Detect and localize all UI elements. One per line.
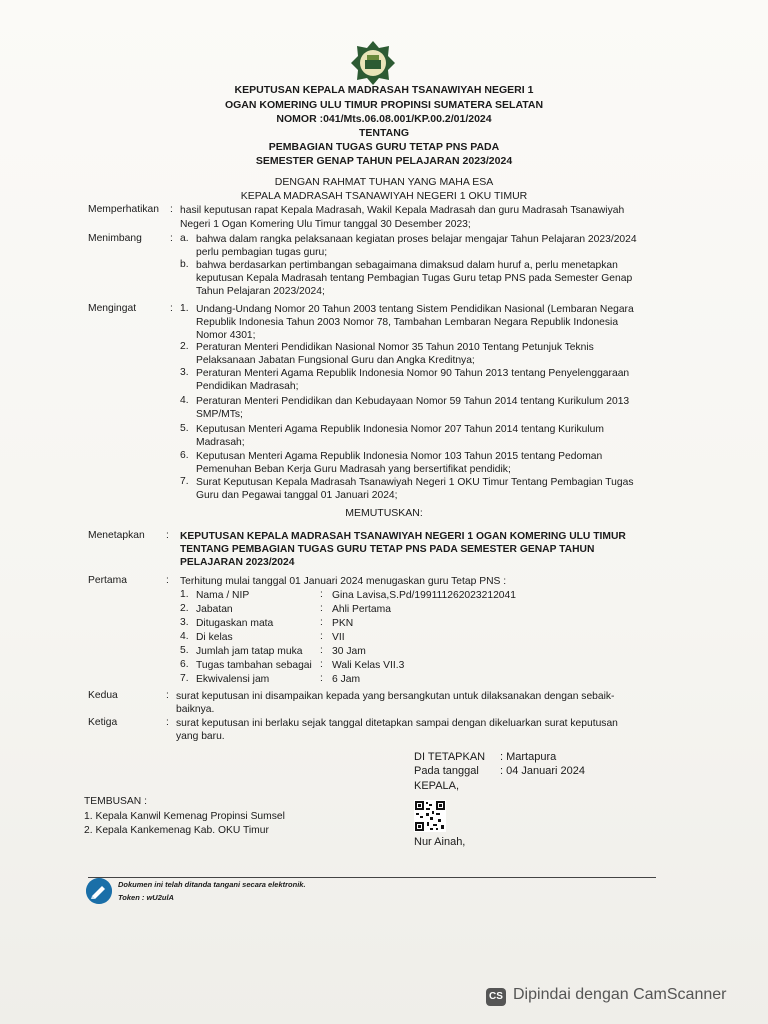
colon: :	[320, 617, 323, 628]
detail-value: VII	[332, 632, 345, 643]
tembusan-title: TEMBUSAN :	[84, 796, 147, 807]
menetapkan-text-2: TENTANG PEMBAGIAN TUGAS GURU TETAP PNS PADA SEMESTER GENAP TAHUN	[180, 544, 595, 555]
list-number: 1.	[180, 303, 189, 314]
header-subject-1: PEMBAGIAN TUGAS GURU TETAP PNS PADA	[268, 141, 500, 153]
header-tentang: TENTANG	[359, 127, 409, 139]
detail-value: Gina Lavisa,S.Pd/199111262023212041	[332, 590, 516, 601]
colon: :	[320, 673, 323, 684]
detail-number: 4.	[180, 631, 189, 642]
pertama-label: Pertama	[88, 575, 127, 586]
esign-token: Token : wU2ulA	[118, 893, 174, 902]
memutuskan-heading: MEMUTUSKAN:	[345, 507, 423, 519]
tanggal-label: Pada tanggal	[414, 765, 479, 777]
kedua-label: Kedua	[88, 690, 118, 701]
detail-number: 5.	[180, 645, 189, 656]
colon: :	[320, 659, 323, 670]
colon: :	[166, 575, 169, 586]
detail-number: 3.	[180, 617, 189, 628]
signer-name: Nur Ainah,	[414, 836, 466, 848]
tembusan-item: 2. Kepala Kankemenag Kab. OKU Timur	[84, 825, 269, 836]
ketiga-text-1: surat keputusan ini berlaku sejak tanggal ditetapkan sampai dengan dikeluarkan surat keputusan	[176, 718, 618, 729]
list-item-text: Peraturan Menteri Agama Republik Indonesia Nomor 90 Tahun 2013 tentang Penyelenggaraan	[196, 368, 630, 379]
camscanner-logo-icon: CS	[486, 988, 506, 1006]
list-item-text: Peraturan Menteri Pendidikan Nasional Nomor 35 Tahun 2010 Tentang Petunjuk Teknis	[196, 342, 594, 353]
list-item-text: Keputusan Menteri Agama Republik Indonesia Nomor 103 Tahun 2015 tentang Pedoman	[196, 451, 603, 462]
list-number: 4.	[180, 395, 189, 406]
header-number: NOMOR :041/Mts.06.08.001/KP.00.2/01/2024	[276, 113, 492, 125]
list-item-text: Madrasah;	[196, 437, 245, 448]
list-item-text: Tahun Pelajaran 2023/2024;	[196, 286, 325, 297]
detail-value: Ahli Pertama	[332, 604, 391, 615]
mengingat-label: Mengingat	[88, 303, 137, 314]
detail-key: Jumlah jam tatap muka	[196, 646, 303, 657]
menetapkan-text-1: KEPUTUSAN KEPALA MADRASAH TSANAWIYAH NEGERI 1 OGAN KOMERING ULU TIMUR	[180, 531, 626, 542]
colon: :	[170, 233, 173, 244]
kepala-title: KEPALA,	[414, 780, 460, 792]
colon: :	[170, 204, 173, 215]
colon: :	[166, 530, 169, 541]
kemenag-emblem-icon	[350, 40, 396, 86]
memperhatikan-text-1: hasil keputusan rapat Kepala Madrasah, Wakil Kepala Madrasah dan guru Madrasah Tsanawiyah	[180, 205, 625, 216]
kedua-text-2: baiknya.	[176, 704, 215, 715]
ketiga-text-2: yang baru.	[176, 731, 225, 742]
camscanner-watermark: Dipindai dengan CamScanner	[513, 986, 727, 1003]
detail-key: Tugas tambahan sebagai	[196, 660, 312, 671]
menimbang-label: Menimbang	[88, 233, 142, 244]
detail-number: 7.	[180, 673, 189, 684]
detail-key: Ditugaskan mata	[196, 618, 274, 629]
detail-value: Wali Kelas VII.3	[332, 660, 405, 671]
detail-value: 30 Jam	[332, 646, 366, 657]
pertama-intro: Terhitung mulai tanggal 01 Januari 2024 menugaskan guru Tetap PNS :	[180, 576, 507, 587]
header-line-2: OGAN KOMERING ULU TIMUR PROPINSI SUMATERA SELATAN	[224, 99, 544, 111]
tanggal-value: : 04 Januari 2024	[500, 765, 586, 777]
list-number: 2.	[180, 341, 189, 352]
list-item-text: Peraturan Menteri Pendidikan dan Kebudayaan Nomor 59 Tahun 2014 tentang Kurikulum 2013	[196, 396, 630, 407]
colon: :	[320, 645, 323, 656]
detail-value: 6 Jam	[332, 674, 361, 685]
detail-number: 2.	[180, 603, 189, 614]
ketiga-label: Ketiga	[88, 717, 118, 728]
detail-number: 6.	[180, 659, 189, 670]
memperhatikan-label: Memperhatikan	[88, 204, 159, 215]
tembusan-item: 1. Kepala Kanwil Kemenag Propinsi Sumsel	[84, 811, 285, 822]
detail-value: PKN	[332, 618, 354, 629]
esign-notice: Dokumen ini telah ditanda tangani secara elektronik.	[118, 880, 306, 889]
colon: :	[320, 589, 323, 600]
electronic-signature-icon	[86, 878, 112, 904]
list-number: a.	[180, 233, 189, 244]
list-item-text: Surat Keputusan Kepala Madrasah Tsanawiyah Negeri 1 OKU Timur Tentang Pembagian Tugas	[196, 477, 634, 488]
list-item-text: Keputusan Menteri Agama Republik Indonesia Nomor 207 Tahun 2014 tentang Kurikulum	[196, 424, 604, 435]
memperhatikan-text-2: Negeri 1 Ogan Komering Ulu Timur tanggal 30 Desember 2023;	[180, 219, 471, 230]
list-item-text: keputusan Kepala Madrasah tentang Pembagian Tugas Guru tetap PNS pada Semester Genap	[196, 273, 633, 284]
ditetapkan-value: : Martapura	[500, 751, 557, 763]
list-number: b.	[180, 259, 189, 270]
list-number: 5.	[180, 423, 189, 434]
list-item-text: Pelaksanaan Jabatan Fungsional Guru dan Angka Kreditnya;	[196, 355, 475, 366]
menetapkan-label: Menetapkan	[88, 530, 145, 541]
list-number: 7.	[180, 476, 189, 487]
list-item-text: bahwa berdasarkan pertimbangan sebagaimana dimaksud dalam huruf a, perlu menetapkan	[196, 260, 618, 271]
header-kepala: KEPALA MADRASAH TSANAWIYAH NEGERI 1 OKU TIMUR	[240, 190, 528, 202]
list-item-text: bahwa dalam rangka pelaksanaan kegiatan proses belajar mengajar Tahun Pelajaran 2023/2024	[196, 234, 637, 245]
header-line-1: KEPUTUSAN KEPALA MADRASAH TSANAWIYAH NEGERI 1	[234, 84, 534, 96]
menetapkan-text-3: PELAJARAN 2023/2024	[180, 557, 295, 568]
colon: :	[166, 690, 169, 701]
list-item-text: perlu pembagian tugas guru;	[196, 247, 328, 258]
list-number: 6.	[180, 450, 189, 461]
list-item-text: Undang-Undang Nomor 20 Tahun 2003 tentang Sistem Pendidikan Nasional (Lembaran Negara	[196, 304, 634, 315]
header-subject-2: SEMESTER GENAP TAHUN PELAJARAN 2023/2024	[255, 155, 513, 167]
list-item-text: Pendidikan Madrasah;	[196, 381, 299, 392]
qr-code-icon	[414, 800, 446, 832]
list-item-text: Guru dan Pegawai tanggal 01 Januari 2024;	[196, 490, 398, 501]
list-item-text: Republik Indonesia Tahun 2003 Nomor 78, Tambahan Lembaran Negara Republik Indonesia	[196, 317, 619, 328]
ditetapkan-label: DI TETAPKAN	[414, 751, 486, 763]
list-item-text: Pemenuhan Beban Kerja Guru Madrasah yang bersertifikat pendidik;	[196, 464, 511, 475]
list-item-text: SMP/MTs;	[196, 409, 243, 420]
list-item-text: Nomor 4301;	[196, 330, 256, 341]
colon: :	[320, 631, 323, 642]
detail-key: Jabatan	[196, 604, 233, 615]
list-number: 3.	[180, 367, 189, 378]
header-rahmat: DENGAN RAHMAT TUHAN YANG MAHA ESA	[274, 176, 494, 188]
detail-number: 1.	[180, 589, 189, 600]
detail-key: Di kelas	[196, 632, 233, 643]
colon: :	[320, 603, 323, 614]
kedua-text-1: surat keputusan ini disampaikan kepada yang bersangkutan untuk dilaksanakan dengan sebaik-	[176, 691, 615, 702]
colon: :	[170, 303, 173, 314]
colon: :	[166, 717, 169, 728]
detail-key: Ekwivalensi jam	[196, 674, 270, 685]
detail-key: Nama / NIP	[196, 590, 250, 601]
footer-divider	[88, 877, 656, 878]
